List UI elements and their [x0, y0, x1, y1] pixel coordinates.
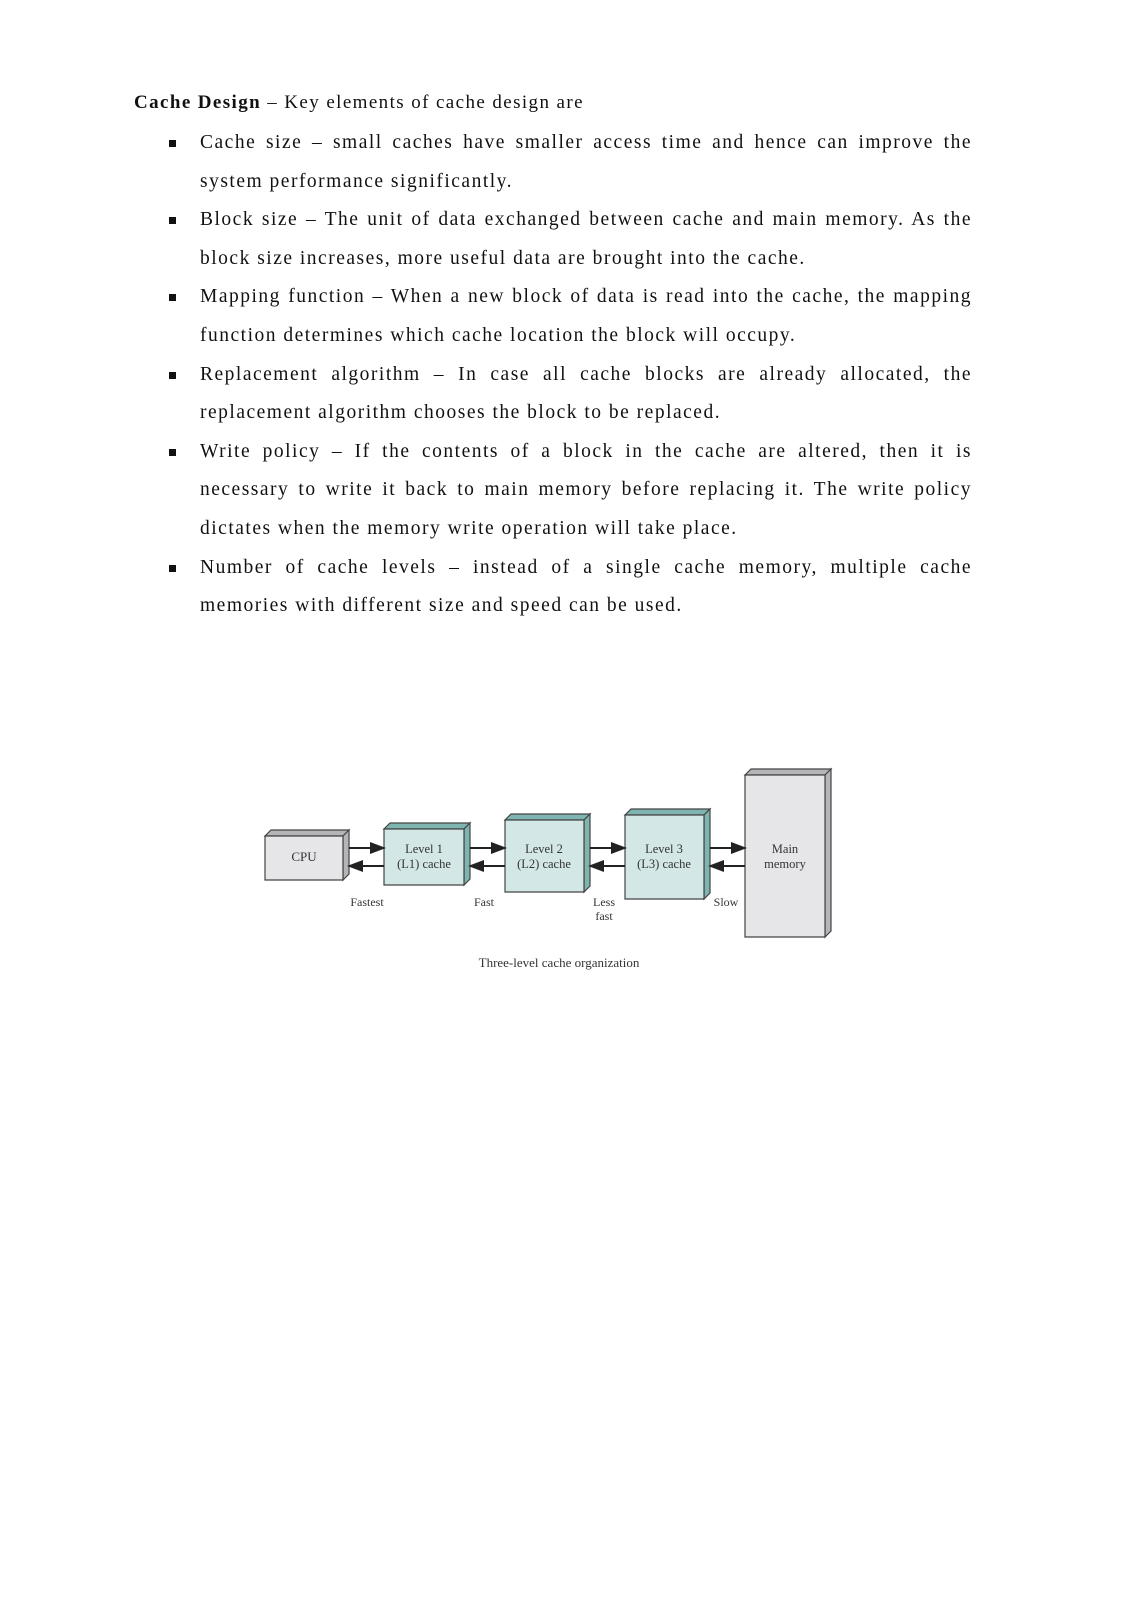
diagram-caption: Three-level cache organization — [478, 955, 640, 970]
item-term: Mapping function — [200, 286, 366, 308]
heading-text: – Key elements of cache design are — [261, 92, 584, 113]
item-text: – In case all cache blocks are already allocated, the replacement algorithm chooses the block to be replaced. — [200, 363, 972, 424]
item-text: – The unit of data exchanged between cache and main memory. As the block size increases, more useful data are brought into the cache. — [200, 209, 972, 269]
l3-label-2: (L3) cache — [637, 857, 691, 871]
item-term: Write policy — [200, 440, 321, 462]
speed-fast: Fast — [473, 895, 495, 909]
heading-title: Cache Design — [134, 92, 262, 113]
item-term: Cache size — [200, 132, 303, 153]
speed-slow: Slow — [713, 895, 739, 909]
l2-label-2: (L2) cache — [517, 857, 571, 871]
item-term: Replacement algorithm — [200, 363, 421, 385]
l1-label-1: Level 1 — [405, 842, 443, 856]
l3-label-1: Level 3 — [645, 842, 683, 856]
l1-label-2: (L1) cache — [397, 857, 451, 871]
main-label-1: Main — [771, 842, 799, 856]
speed-fastest: Fastest — [350, 895, 384, 909]
item-text: – When a new block of data is read into the cache, the mapping function determines which cache location the block will occupy. — [200, 286, 973, 346]
l2-label-1: Level 2 — [525, 842, 563, 856]
item-term: Block size — [200, 209, 299, 231]
main-label-2: memory — [764, 857, 806, 871]
item-text: – small caches have smaller access time and hence can improve the system performance significantly. — [200, 132, 972, 192]
item-text: – instead of a single cache memory, multiple cache memories with different size and speed can be used. — [200, 556, 973, 617]
item-text: – If the contents of a block in the cache are altered, then it is necessary to write it back to main memory before replacing it. The write policy dictates when the memory write operation will take place. — [200, 440, 972, 539]
speed-less: Less — [593, 895, 615, 909]
item-term: Number of cache levels — [200, 556, 437, 578]
cpu-label: CPU — [291, 849, 317, 864]
speed-less-fast: fast — [595, 909, 613, 923]
